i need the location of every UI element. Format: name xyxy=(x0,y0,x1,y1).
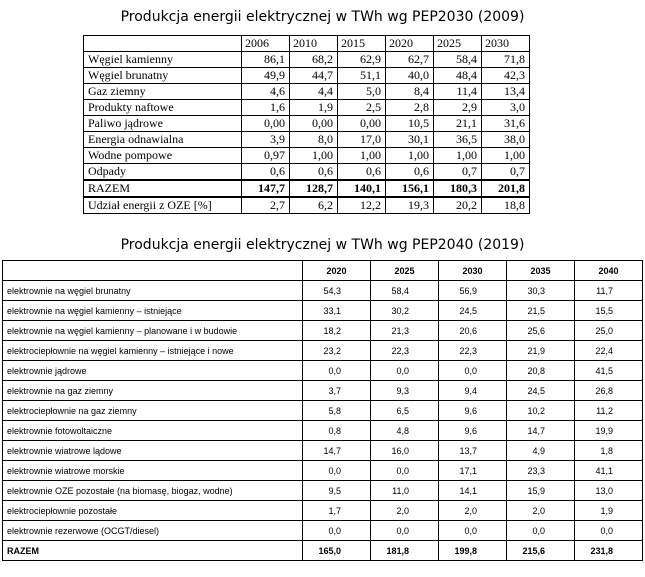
table-row xyxy=(84,148,530,164)
row-label: elektrownie wiatrowe lądowe xyxy=(3,441,303,461)
table-row xyxy=(84,52,530,68)
row-label: elektrownie na węgiel kamienny – planowane i w budowie xyxy=(3,321,303,341)
value-cell: 0,97 xyxy=(242,148,290,164)
value-cell: 199,8 xyxy=(439,541,507,561)
value-cell: 22,3 xyxy=(439,341,507,361)
value-cell: 14,7 xyxy=(303,441,371,461)
value-cell: 54,3 xyxy=(303,281,371,301)
value-cell: 6,2 xyxy=(290,197,338,214)
value-cell: 58,4 xyxy=(371,281,439,301)
value-cell: 22,3 xyxy=(371,341,439,361)
table-row xyxy=(84,100,530,116)
value-cell: 17,0 xyxy=(338,132,386,148)
value-cell: 23,2 xyxy=(303,341,371,361)
table-row xyxy=(3,481,643,501)
value-cell: 140,1 xyxy=(338,180,386,197)
value-cell: 11,4 xyxy=(434,84,482,100)
value-cell: 15,5 xyxy=(575,301,643,321)
value-cell: 21,5 xyxy=(507,301,575,321)
row-label: elektrociepłownie na węgiel kamienny – istniejące i nowe xyxy=(3,341,303,361)
value-cell: 201,8 xyxy=(482,180,530,197)
table-row xyxy=(3,461,643,481)
value-cell: 14,7 xyxy=(507,421,575,441)
table2-year-header: 2020 xyxy=(303,261,371,281)
table1-year-header: 2010 xyxy=(290,36,338,52)
value-cell: 26,8 xyxy=(575,381,643,401)
value-cell: 11,7 xyxy=(575,281,643,301)
value-cell: 30,2 xyxy=(371,301,439,321)
value-cell: 9,4 xyxy=(439,381,507,401)
value-cell: 0,0 xyxy=(439,521,507,541)
row-label: Energia odnawialna xyxy=(84,132,242,148)
value-cell: 231,8 xyxy=(575,541,643,561)
value-cell: 42,3 xyxy=(482,68,530,84)
table1-corner-cell xyxy=(84,36,242,52)
value-cell: 24,5 xyxy=(439,301,507,321)
value-cell: 0,6 xyxy=(242,164,290,181)
table2-corner-cell xyxy=(3,261,303,281)
value-cell: 48,4 xyxy=(434,68,482,84)
value-cell: 2,9 xyxy=(434,100,482,116)
table-row xyxy=(3,381,643,401)
value-cell: 13,0 xyxy=(575,481,643,501)
value-cell: 2,7 xyxy=(242,197,290,214)
pep2040-table xyxy=(2,260,643,561)
row-label: elektrownie fotowoltaiczne xyxy=(3,421,303,441)
value-cell: 1,9 xyxy=(575,501,643,521)
value-cell: 51,1 xyxy=(338,68,386,84)
value-cell: 0,7 xyxy=(482,164,530,181)
table-row xyxy=(84,164,530,181)
table-row xyxy=(3,341,643,361)
value-cell: 30,3 xyxy=(507,281,575,301)
value-cell: 5,0 xyxy=(338,84,386,100)
row-label: Paliwo jądrowe xyxy=(84,116,242,132)
table-row xyxy=(3,321,643,341)
value-cell: 11,2 xyxy=(575,401,643,421)
value-cell: 0,0 xyxy=(371,461,439,481)
value-cell: 9,3 xyxy=(371,381,439,401)
row-label: elektrownie wiatrowe morskie xyxy=(3,461,303,481)
value-cell: 18,8 xyxy=(482,197,530,214)
value-cell: 24,5 xyxy=(507,381,575,401)
row-label: Gaz ziemny xyxy=(84,84,242,100)
value-cell: 1,7 xyxy=(303,501,371,521)
value-cell: 62,7 xyxy=(386,52,434,68)
value-cell: 128,7 xyxy=(290,180,338,197)
value-cell: 3,7 xyxy=(303,381,371,401)
value-cell: 1,6 xyxy=(242,100,290,116)
value-cell: 16,0 xyxy=(371,441,439,461)
table-row xyxy=(84,68,530,84)
value-cell: 9,6 xyxy=(439,401,507,421)
value-cell: 13,4 xyxy=(482,84,530,100)
value-cell: 41,1 xyxy=(575,461,643,481)
value-cell: 2,0 xyxy=(507,501,575,521)
table1-year-header: 2025 xyxy=(434,36,482,52)
value-cell: 4,8 xyxy=(371,421,439,441)
value-cell: 0,8 xyxy=(303,421,371,441)
value-cell: 1,8 xyxy=(575,441,643,461)
row-label: Węgiel kamienny xyxy=(84,52,242,68)
value-cell: 0,0 xyxy=(303,461,371,481)
value-cell: 1,00 xyxy=(434,148,482,164)
value-cell: 215,6 xyxy=(507,541,575,561)
row-label: elektrownie na węgiel kamienny – istniejące xyxy=(3,301,303,321)
value-cell: 3,9 xyxy=(242,132,290,148)
value-cell: 9,6 xyxy=(439,421,507,441)
table1-year-header: 2006 xyxy=(242,36,290,52)
row-label: elektrownie na gaz ziemny xyxy=(3,381,303,401)
table1-title: Produkcja energii elektrycznej w TWh wg PEP2030 (2009) xyxy=(120,9,525,25)
table2-year-header: 2035 xyxy=(507,261,575,281)
value-cell: 0,7 xyxy=(434,164,482,181)
value-cell: 14,1 xyxy=(439,481,507,501)
value-cell: 21,3 xyxy=(371,321,439,341)
value-cell: 0,0 xyxy=(507,521,575,541)
value-cell: 11,0 xyxy=(371,481,439,501)
value-cell: 5,8 xyxy=(303,401,371,421)
value-cell: 9,5 xyxy=(303,481,371,501)
table2-year-header: 2025 xyxy=(371,261,439,281)
value-cell: 41,5 xyxy=(575,361,643,381)
value-cell: 2,0 xyxy=(371,501,439,521)
table-row xyxy=(3,441,643,461)
value-cell: 147,7 xyxy=(242,180,290,197)
table1-year-header: 2015 xyxy=(338,36,386,52)
value-cell: 4,6 xyxy=(242,84,290,100)
value-cell: 1,9 xyxy=(290,100,338,116)
value-cell: 0,0 xyxy=(575,521,643,541)
value-cell: 20,6 xyxy=(439,321,507,341)
row-label: Odpady xyxy=(84,164,242,181)
value-cell: 1,00 xyxy=(386,148,434,164)
value-cell: 0,0 xyxy=(303,521,371,541)
value-cell: 19,3 xyxy=(386,197,434,214)
table-row xyxy=(3,301,643,321)
value-cell: 31,6 xyxy=(482,116,530,132)
value-cell: 25,0 xyxy=(575,321,643,341)
row-label: Węgiel brunatny xyxy=(84,68,242,84)
value-cell: 156,1 xyxy=(386,180,434,197)
value-cell: 10,5 xyxy=(386,116,434,132)
value-cell: 21,9 xyxy=(507,341,575,361)
value-cell: 21,1 xyxy=(434,116,482,132)
value-cell: 0,0 xyxy=(439,361,507,381)
value-cell: 0,6 xyxy=(386,164,434,181)
table2-total-row xyxy=(3,541,643,561)
table1-total-row xyxy=(84,180,530,197)
value-cell: 0,6 xyxy=(338,164,386,181)
value-cell: 13,7 xyxy=(439,441,507,461)
value-cell: 86,1 xyxy=(242,52,290,68)
table1-year-header: 2020 xyxy=(386,36,434,52)
value-cell: 0,6 xyxy=(290,164,338,181)
value-cell: 0,00 xyxy=(290,116,338,132)
value-cell: 2,5 xyxy=(338,100,386,116)
value-cell: 4,9 xyxy=(507,441,575,461)
table2-header-row xyxy=(3,261,643,281)
row-label: Wodne pompowe xyxy=(84,148,242,164)
table-row xyxy=(3,501,643,521)
value-cell: 40,0 xyxy=(386,68,434,84)
value-cell: 71,8 xyxy=(482,52,530,68)
value-cell: 0,0 xyxy=(371,521,439,541)
row-label: elektrociepłownie pozostałe xyxy=(3,501,303,521)
value-cell: 20,8 xyxy=(507,361,575,381)
pep2030-table xyxy=(83,35,530,214)
table-row xyxy=(84,116,530,132)
value-cell: 38,0 xyxy=(482,132,530,148)
table-row xyxy=(3,521,643,541)
table-row xyxy=(3,281,643,301)
value-cell: 58,4 xyxy=(434,52,482,68)
value-cell: 8,0 xyxy=(290,132,338,148)
value-cell: 0,0 xyxy=(371,361,439,381)
value-cell: 30,1 xyxy=(386,132,434,148)
value-cell: 6,5 xyxy=(371,401,439,421)
row-label: Produkty naftowe xyxy=(84,100,242,116)
table1-year-header: 2030 xyxy=(482,36,530,52)
row-label: elektrownie jądrowe xyxy=(3,361,303,381)
value-cell: 2,8 xyxy=(386,100,434,116)
value-cell: 0,0 xyxy=(303,361,371,381)
value-cell: 20,2 xyxy=(434,197,482,214)
value-cell: 56,9 xyxy=(439,281,507,301)
table2-title: Produkcja energii elektrycznej w TWh wg PEP2040 (2019) xyxy=(120,237,525,253)
table1-header-row xyxy=(84,36,530,52)
value-cell: 10,2 xyxy=(507,401,575,421)
table-row xyxy=(84,132,530,148)
value-cell: 22,4 xyxy=(575,341,643,361)
table-row xyxy=(3,361,643,381)
value-cell: 8,4 xyxy=(386,84,434,100)
value-cell: 1,00 xyxy=(290,148,338,164)
value-cell: 0,00 xyxy=(242,116,290,132)
table2-year-header: 2030 xyxy=(439,261,507,281)
value-cell: 12,2 xyxy=(338,197,386,214)
value-cell: 165,0 xyxy=(303,541,371,561)
value-cell: 68,2 xyxy=(290,52,338,68)
row-label: Udział energii z OZE [%] xyxy=(84,197,242,214)
value-cell: 17,1 xyxy=(439,461,507,481)
value-cell: 4,4 xyxy=(290,84,338,100)
value-cell: 180,3 xyxy=(434,180,482,197)
value-cell: 62,9 xyxy=(338,52,386,68)
value-cell: 23,3 xyxy=(507,461,575,481)
value-cell: 18,2 xyxy=(303,321,371,341)
row-label: RAZEM xyxy=(3,541,303,561)
table-row xyxy=(84,84,530,100)
value-cell: 49,9 xyxy=(242,68,290,84)
value-cell: 181,8 xyxy=(371,541,439,561)
table2-year-header: 2040 xyxy=(575,261,643,281)
value-cell: 33,1 xyxy=(303,301,371,321)
value-cell: 1,00 xyxy=(482,148,530,164)
value-cell: 1,00 xyxy=(338,148,386,164)
value-cell: 2,0 xyxy=(439,501,507,521)
row-label: elektrownie rezerwowe (OCGT/diesel) xyxy=(3,521,303,541)
value-cell: 25,6 xyxy=(507,321,575,341)
table-row xyxy=(3,401,643,421)
value-cell: 44,7 xyxy=(290,68,338,84)
row-label: elektrownie na węgiel brunatny xyxy=(3,281,303,301)
row-label: elektrownie OZE pozostałe (na biomasę, biogaz, wodne) xyxy=(3,481,303,501)
value-cell: 3,0 xyxy=(482,100,530,116)
value-cell: 15,9 xyxy=(507,481,575,501)
row-label: elektrociepłownie na gaz ziemny xyxy=(3,401,303,421)
value-cell: 36,5 xyxy=(434,132,482,148)
table1-oze-share-row xyxy=(84,197,530,214)
value-cell: 19,9 xyxy=(575,421,643,441)
table-row xyxy=(3,421,643,441)
value-cell: 0,00 xyxy=(338,116,386,132)
row-label: RAZEM xyxy=(84,180,242,197)
